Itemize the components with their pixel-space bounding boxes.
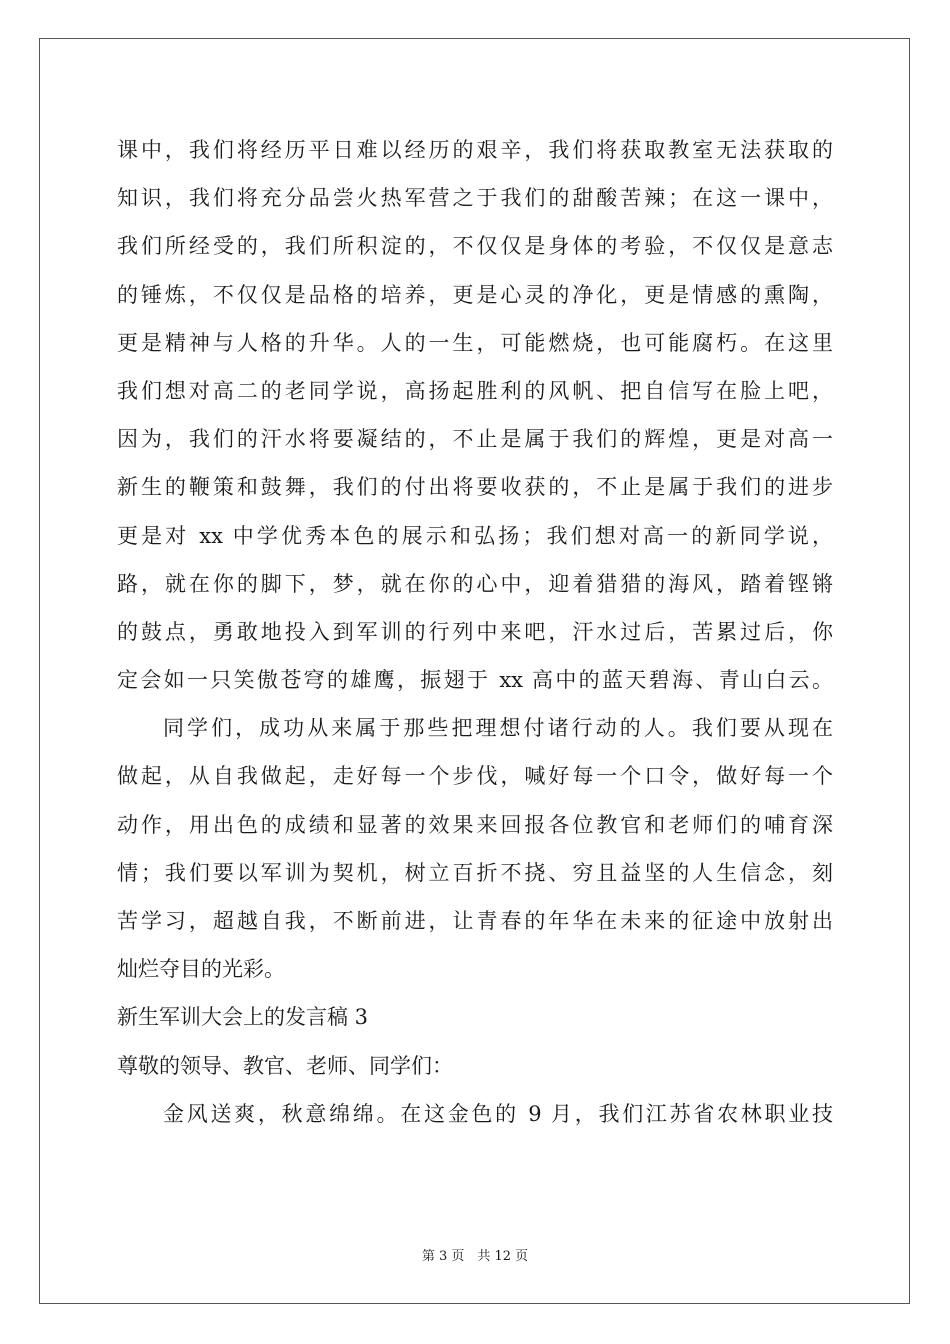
body-line: 的锤炼，不仅仅是品格的培养，更是心灵的净化，更是情感的熏陶，: [117, 282, 833, 307]
section-heading: 新生军训大会上的发言稿 3: [117, 1005, 369, 1030]
body-line: 更是对 xx 中学优秀本色的展示和弘扬；我们想对高一的新同学说，: [117, 523, 833, 548]
body-line: 苦学习，超越自我，不断前进，让青春的年华在未来的征途中放射出: [117, 909, 833, 933]
body-line: 新生的鞭策和鼓舞，我们的付出将要收获的，不止是属于我们的进步: [117, 475, 833, 500]
body-line: 我们想对高二的老同学说，高扬起胜利的风帆、把自信写在脸上吧，: [117, 378, 833, 403]
body-line: 知识，我们将充分品尝火热军营之于我们的甜酸苦辣；在这一课中，: [117, 186, 833, 211]
body-line: 因为，我们的汗水将要凝结的，不止是属于我们的辉煌，更是对高一: [117, 427, 833, 452]
body-line: 课中，我们将经历平日难以经历的艰辛，我们将获取教室无法获取的: [117, 138, 833, 162]
body-line: 更是精神与人格的升华。人的一生，可能燃烧，也可能腐朽。在这里: [117, 330, 833, 355]
body-line: 动作，用出色的成绩和显著的效果来回报各位教官和老师们的哺育深: [117, 812, 833, 837]
page-number-footer: 第 3 页 共 12 页: [421, 1249, 529, 1264]
paragraph-end-line: 灿烂夺目的光彩。: [117, 957, 285, 982]
paragraph-start-line: 同学们，成功从来属于那些把理想付诸行动的人。我们要从现在: [163, 716, 833, 741]
body-line: 情；我们要以军训为契机，树立百折不挠、穷且益坚的人生信念，刻: [117, 860, 833, 885]
document-body: [117, 126, 833, 1138]
body-line: 我们所经受的，我们所积淀的，不仅仅是身体的考验，不仅仅是意志: [117, 234, 833, 259]
salutation: 尊敬的领导、教官、老师、同学们：: [117, 1053, 453, 1078]
paragraph-start-line: 金风送爽，秋意绵绵。在这金色的 9 月，我们江苏省农林职业技: [163, 1101, 833, 1126]
body-line: 做起，从自我做起，走好每一个步伐，喊好每一个口令，做好每一个: [117, 764, 833, 789]
body-line: 路，就在你的脚下，梦，就在你的心中，迎着猎猎的海风，踏着铿锵: [117, 571, 833, 596]
body-line: 定会如一只笑傲苍穹的雄鹰，振翅于 xx 高中的蓝天碧海、青山白云。: [117, 668, 833, 693]
body-line: 的鼓点，勇敢地投入到军训的行列中来吧，汗水过后，苦累过后，你: [117, 619, 833, 644]
